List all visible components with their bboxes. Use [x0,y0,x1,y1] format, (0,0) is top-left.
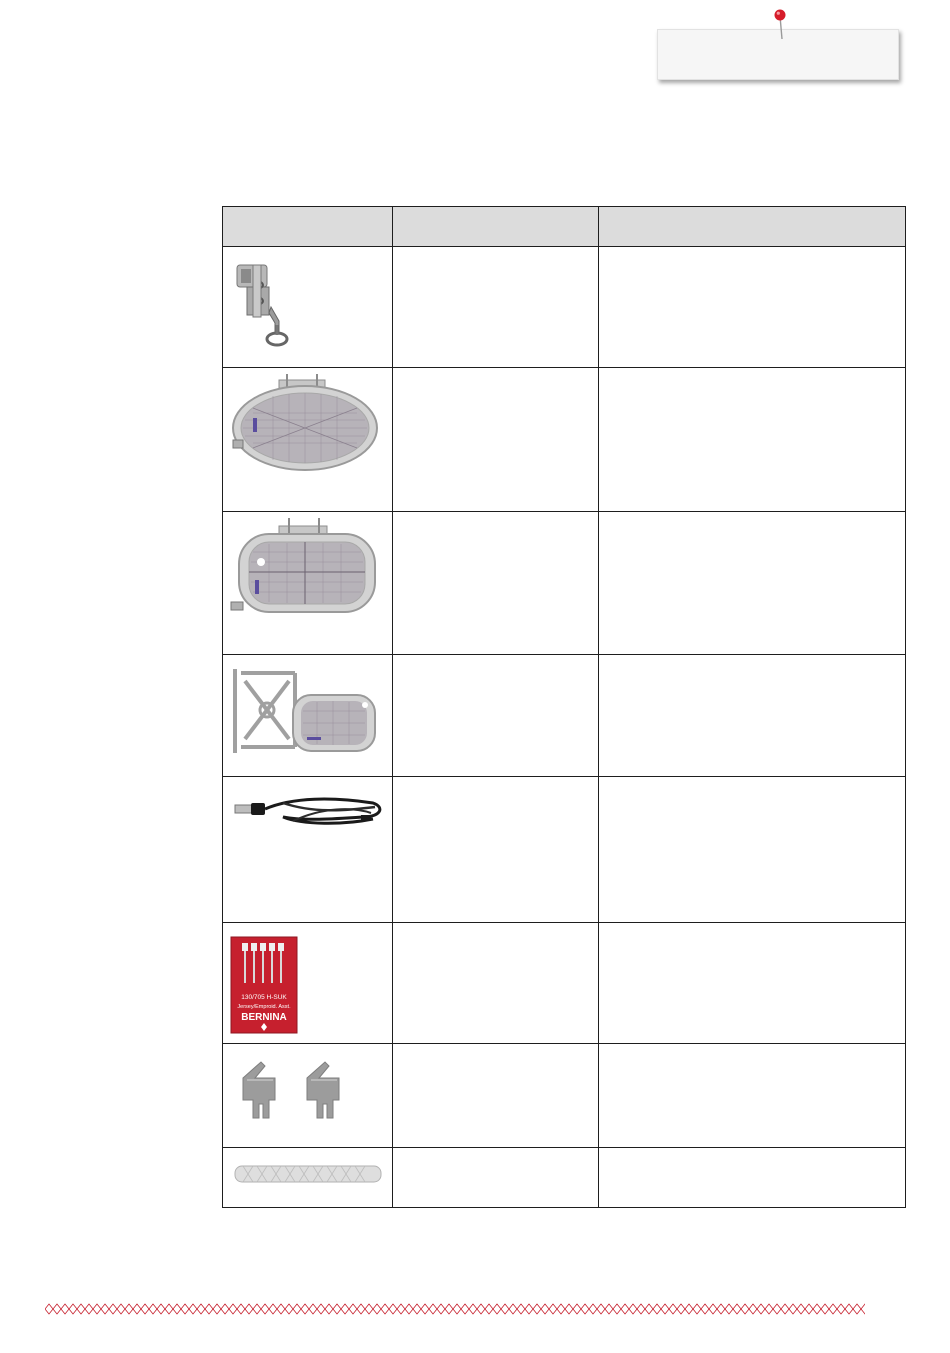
table-row [223,923,906,1044]
table-cell-image [223,1044,393,1148]
table-cell-name [393,247,598,368]
table-cell-description [598,1044,905,1148]
table-row [223,368,906,512]
usb-cable-icon [223,777,393,923]
row-name-text [393,512,597,524]
table-cell-description [598,923,905,1044]
row-description-text [599,655,905,667]
row-name-text [393,247,597,259]
footer-wave-divider [45,1302,865,1316]
embroidery-foot-icon [223,247,393,368]
table-header-description [598,207,905,247]
row-description-text [599,923,905,935]
table-row [223,247,906,368]
row-description-text [599,1148,905,1160]
row-description-text [599,247,905,259]
row-description-text [599,368,905,380]
needle-pack-brand: BERNINA [241,1012,287,1023]
table-cell-name [393,1044,598,1148]
table-cell-name [393,1148,598,1208]
table-header-image [223,207,393,247]
row-description-text [599,1044,905,1056]
table-cell-name [393,368,598,512]
row-name-text [393,655,597,667]
small-hoop-with-template-icon [223,655,393,777]
table-header-name [393,207,598,247]
table-row [223,1044,906,1148]
table-cell-name [393,777,598,923]
table-cell-description [598,777,905,923]
row-name-text [393,1044,597,1056]
table-cell-description [598,368,905,512]
table-cell-description [598,512,905,655]
table-header-row [223,207,906,247]
table-cell-description [598,247,905,368]
table-row [223,1148,906,1208]
table-cell-image [223,923,393,1044]
table-cell-image [223,368,393,512]
oval-hoop-icon [223,368,393,512]
needle-pack-icon [223,923,393,1044]
needle-pack-line1: 130/705 H-SUK [241,994,287,1001]
footer-wave-path [45,1304,865,1309]
table-cell-name [393,512,598,655]
table-cell-description [598,1148,905,1208]
row-name-text [393,923,597,935]
row-name-text [393,368,597,380]
row-description-text [599,777,905,789]
table-cell-image [223,512,393,655]
row-name-text [393,777,597,789]
table-cell-image [223,655,393,777]
footer-wave-path [45,1309,865,1314]
table-cell-image [223,1148,393,1208]
table-row [223,512,906,655]
pushpin-icon [770,6,790,42]
table-cell-name [393,923,598,1044]
table-row [223,777,906,923]
needle-pack-line2: Jersey/Emproid. Asst. [237,1004,291,1010]
table-cell-image [223,777,393,923]
table-cell-description [598,655,905,777]
accessories-table [222,206,906,1208]
row-name-text [393,1148,597,1160]
row-description-text [599,512,905,524]
table-cell-name [393,655,598,777]
template-holder-icon [223,1044,393,1148]
thread-net-icon [223,1148,393,1208]
table-row [223,655,906,777]
medium-hoop-icon [223,512,393,655]
table-cell-image [223,247,393,368]
